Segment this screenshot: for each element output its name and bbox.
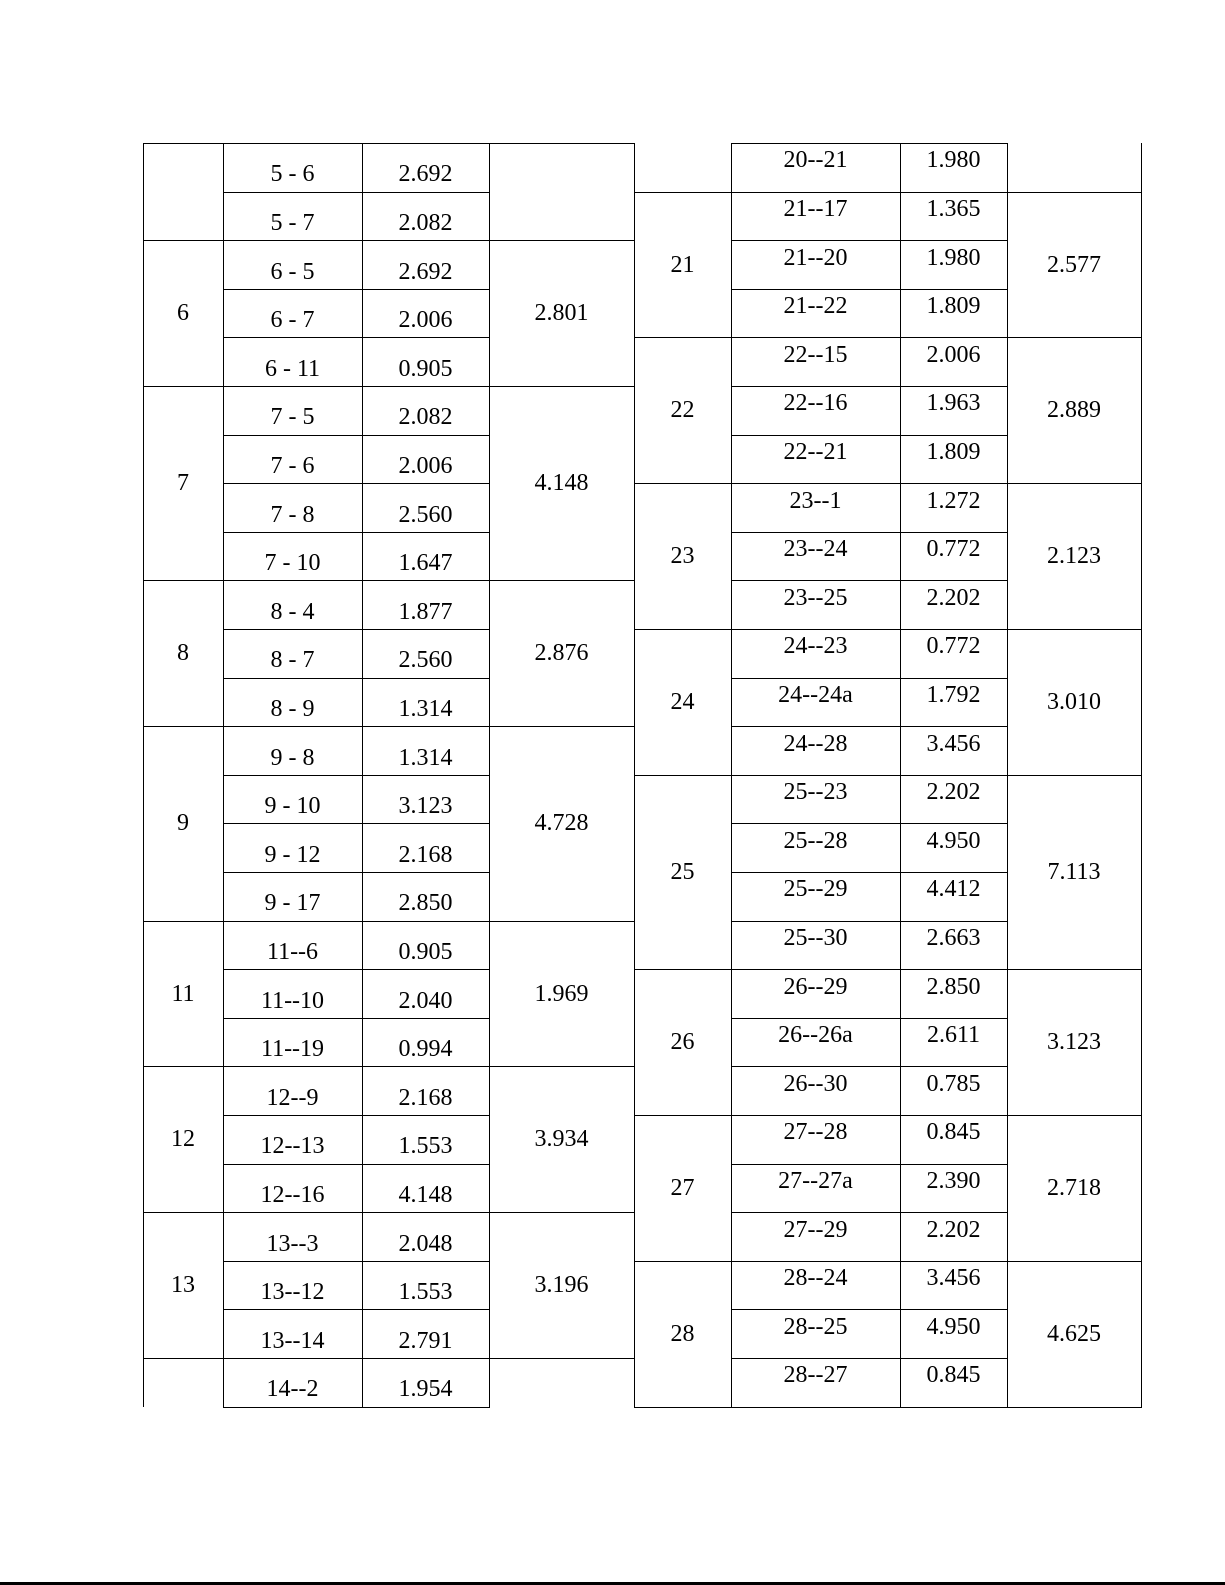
value-cell: 0.772 <box>926 536 981 563</box>
pair-cell: 6 - 11 <box>264 355 321 382</box>
value-cell: 2.006 <box>398 452 453 479</box>
pair-cell: 25--28 <box>783 827 848 854</box>
row-separator <box>731 240 1008 241</box>
row-separator <box>731 580 1008 581</box>
total-cell: 2.876 <box>534 640 589 667</box>
value-cell: 1.314 <box>398 744 453 771</box>
node-cell: 21 <box>670 251 695 278</box>
row-separator <box>731 1212 1008 1213</box>
row-separator <box>731 386 1008 387</box>
pair-cell: 11--6 <box>266 938 319 965</box>
pair-cell: 11--19 <box>260 1036 325 1063</box>
row-separator <box>223 1164 490 1165</box>
pair-cell: 25--23 <box>783 779 848 806</box>
pair-cell: 22--21 <box>783 438 848 465</box>
value-cell: 1.877 <box>398 598 453 625</box>
value-cell: 0.785 <box>926 1070 981 1097</box>
value-cell: 0.994 <box>398 1036 453 1063</box>
pair-cell: 9 - 8 <box>270 744 315 771</box>
row-separator <box>731 1358 1008 1359</box>
row-separator <box>223 629 490 630</box>
pair-cell: 22--16 <box>783 390 848 417</box>
value-cell: 1.792 <box>926 681 981 708</box>
pair-cell: 12--16 <box>260 1181 325 1208</box>
total-cell: 4.728 <box>534 810 589 837</box>
total-cell: 7.113 <box>1047 859 1101 885</box>
node-cell: 22 <box>670 397 695 424</box>
table-top-border <box>143 143 635 144</box>
row-separator <box>731 921 1008 922</box>
row-separator <box>731 823 1008 824</box>
node-cell: 28 <box>670 1320 695 1347</box>
row-separator <box>223 337 490 338</box>
value-cell: 1.553 <box>398 1133 453 1160</box>
node-cell: 23 <box>670 543 695 570</box>
table-top-border <box>731 143 1008 144</box>
pair-cell: 28--27 <box>783 1362 848 1389</box>
pair-cell: 8 - 7 <box>270 647 315 674</box>
value-cell: 2.850 <box>926 973 981 1000</box>
pair-cell: 25--30 <box>783 924 848 951</box>
value-cell: 2.202 <box>926 1216 981 1243</box>
node-cell: 26 <box>670 1029 695 1056</box>
table-vline <box>143 143 144 1407</box>
pair-cell: 9 - 17 <box>264 890 321 917</box>
group-separator <box>634 629 1142 630</box>
value-cell: 2.006 <box>926 341 981 368</box>
row-separator <box>223 532 490 533</box>
value-cell: 0.772 <box>926 633 981 660</box>
value-cell: 2.611 <box>926 1022 981 1049</box>
row-separator <box>223 775 490 776</box>
row-separator <box>731 1018 1008 1019</box>
pair-cell: 5 - 7 <box>270 209 315 236</box>
value-cell: 1.809 <box>926 438 981 465</box>
row-separator <box>223 1261 490 1262</box>
value-cell: 0.845 <box>926 1362 981 1389</box>
right-table <box>634 143 1154 1418</box>
pair-cell: 7 - 10 <box>264 550 321 577</box>
node-cell: 27 <box>670 1174 695 1201</box>
row-separator <box>223 1018 490 1019</box>
total-cell: 2.577 <box>1047 251 1101 278</box>
group-separator <box>634 775 1142 776</box>
total-cell: 3.010 <box>1047 688 1101 715</box>
value-cell: 4.950 <box>926 1313 981 1340</box>
pair-cell: 8 - 4 <box>270 598 315 625</box>
value-cell: 2.791 <box>398 1327 453 1354</box>
node-cell: 13 <box>171 1272 195 1299</box>
pair-cell: 26--30 <box>783 1070 848 1097</box>
value-cell: 0.905 <box>398 938 453 965</box>
row-separator <box>223 289 490 290</box>
pair-cell: 27--29 <box>783 1216 848 1243</box>
total-cell: 2.123 <box>1047 543 1101 570</box>
pair-cell: 11--10 <box>260 987 325 1014</box>
row-separator <box>223 872 490 873</box>
row-separator <box>731 1066 1008 1067</box>
value-cell: 3.456 <box>926 730 981 757</box>
value-cell: 2.048 <box>398 1230 453 1257</box>
group-separator <box>143 1358 635 1359</box>
left-table <box>143 143 634 1418</box>
pair-cell: 7 - 8 <box>270 501 315 528</box>
pair-cell: 13--12 <box>260 1279 325 1306</box>
node-cell: 25 <box>670 859 695 885</box>
row-separator <box>731 678 1008 679</box>
row-separator <box>223 969 490 970</box>
pair-cell: 26--29 <box>783 973 848 1000</box>
pair-cell: 27--28 <box>783 1119 848 1146</box>
total-cell: 1.969 <box>534 980 589 1007</box>
value-cell: 1.963 <box>926 390 981 417</box>
pair-cell: 12--13 <box>260 1133 325 1160</box>
pair-cell: 23--25 <box>783 584 848 611</box>
value-cell: 2.202 <box>926 584 981 611</box>
group-separator <box>143 1066 635 1067</box>
value-cell: 1.980 <box>926 244 981 271</box>
pair-cell: 6 - 5 <box>270 258 315 285</box>
value-cell: 2.560 <box>398 501 453 528</box>
pair-cell: 7 - 5 <box>270 404 315 431</box>
value-cell: 2.850 <box>398 890 453 917</box>
total-cell: 2.801 <box>534 300 589 327</box>
group-separator <box>143 921 635 922</box>
group-separator <box>634 192 1142 193</box>
total-cell: 3.196 <box>534 1272 589 1299</box>
value-cell: 3.456 <box>926 1265 981 1292</box>
value-cell: 3.123 <box>398 793 453 820</box>
value-cell: 2.560 <box>398 647 453 674</box>
pair-cell: 6 - 7 <box>270 307 315 334</box>
pair-cell: 21--22 <box>783 293 848 320</box>
row-separator <box>731 1164 1008 1165</box>
value-cell: 2.692 <box>398 258 453 285</box>
row-separator <box>731 435 1008 436</box>
value-cell: 2.168 <box>398 1084 453 1111</box>
pair-cell: 9 - 10 <box>264 793 321 820</box>
node-cell: 11 <box>171 980 195 1007</box>
pair-cell: 9 - 12 <box>264 841 321 868</box>
value-cell: 1.954 <box>398 1376 453 1403</box>
value-cell: 2.006 <box>398 307 453 334</box>
value-cell: 4.412 <box>926 876 981 903</box>
group-separator <box>634 483 1142 484</box>
row-separator <box>223 1115 490 1116</box>
pair-cell: 24--24a <box>778 681 853 708</box>
node-cell: 9 <box>177 810 189 837</box>
node-cell: 24 <box>670 688 695 715</box>
value-cell: 0.845 <box>926 1119 981 1146</box>
pair-cell: 12--9 <box>266 1084 319 1111</box>
pair-cell: 26--26a <box>778 1022 853 1049</box>
pair-cell: 5 - 6 <box>270 161 315 188</box>
group-separator <box>143 1212 635 1213</box>
pair-cell: 24--28 <box>783 730 848 757</box>
row-separator <box>223 435 490 436</box>
value-cell: 1.553 <box>398 1279 453 1306</box>
node-cell: 12 <box>171 1126 195 1153</box>
node-cell: 7 <box>177 470 189 497</box>
value-cell: 2.082 <box>398 209 453 236</box>
total-cell: 4.625 <box>1047 1320 1101 1347</box>
pair-cell: 21--20 <box>783 244 848 271</box>
table-bottom-border <box>634 1407 1142 1408</box>
value-cell: 1.809 <box>926 293 981 320</box>
node-cell: 6 <box>177 300 189 327</box>
value-cell: 1.314 <box>398 695 453 722</box>
total-cell: 2.889 <box>1047 397 1101 424</box>
pair-cell: 8 - 9 <box>270 695 315 722</box>
value-cell: 4.148 <box>398 1181 453 1208</box>
pair-cell: 25--29 <box>783 876 848 903</box>
row-separator <box>223 823 490 824</box>
pair-cell: 28--24 <box>783 1265 848 1292</box>
pair-cell: 14--2 <box>266 1376 319 1403</box>
value-cell: 0.905 <box>398 355 453 382</box>
group-separator <box>634 337 1142 338</box>
group-separator <box>634 969 1142 970</box>
value-cell: 2.202 <box>926 779 981 806</box>
row-separator <box>731 726 1008 727</box>
total-cell: 4.148 <box>534 470 589 497</box>
pair-cell: 13--3 <box>266 1230 319 1257</box>
row-separator <box>731 1309 1008 1310</box>
value-cell: 2.040 <box>398 987 453 1014</box>
value-cell: 1.647 <box>398 550 453 577</box>
group-separator <box>143 386 635 387</box>
value-cell: 1.272 <box>926 487 981 514</box>
row-separator <box>731 289 1008 290</box>
pair-cell: 13--14 <box>260 1327 325 1354</box>
pair-cell: 23--1 <box>789 487 842 514</box>
row-separator <box>223 192 490 193</box>
row-separator <box>223 483 490 484</box>
group-separator <box>143 726 635 727</box>
value-cell: 2.168 <box>398 841 453 868</box>
value-cell: 4.950 <box>926 827 981 854</box>
pair-cell: 22--15 <box>783 341 848 368</box>
total-cell: 3.123 <box>1047 1029 1101 1056</box>
pair-cell: 20--21 <box>783 147 848 174</box>
pair-cell: 23--24 <box>783 536 848 563</box>
pair-cell: 24--23 <box>783 633 848 660</box>
row-separator <box>731 872 1008 873</box>
value-cell: 2.663 <box>926 924 981 951</box>
node-cell: 8 <box>177 640 189 667</box>
pair-cell: 21--17 <box>783 195 848 222</box>
table-bottom-border <box>223 1407 490 1408</box>
pair-cell: 27--27a <box>778 1167 853 1194</box>
value-cell: 1.365 <box>926 195 981 222</box>
value-cell: 2.692 <box>398 161 453 188</box>
group-separator <box>634 1261 1142 1262</box>
group-separator <box>143 580 635 581</box>
value-cell: 2.082 <box>398 404 453 431</box>
group-separator <box>143 240 635 241</box>
pair-cell: 7 - 6 <box>270 452 315 479</box>
total-cell: 2.718 <box>1047 1174 1101 1201</box>
value-cell: 2.390 <box>926 1167 981 1194</box>
row-separator <box>223 678 490 679</box>
group-separator <box>634 1115 1142 1116</box>
value-cell: 1.980 <box>926 147 981 174</box>
row-separator <box>731 532 1008 533</box>
pair-cell: 28--25 <box>783 1313 848 1340</box>
total-cell: 3.934 <box>534 1126 589 1153</box>
row-separator <box>223 1309 490 1310</box>
